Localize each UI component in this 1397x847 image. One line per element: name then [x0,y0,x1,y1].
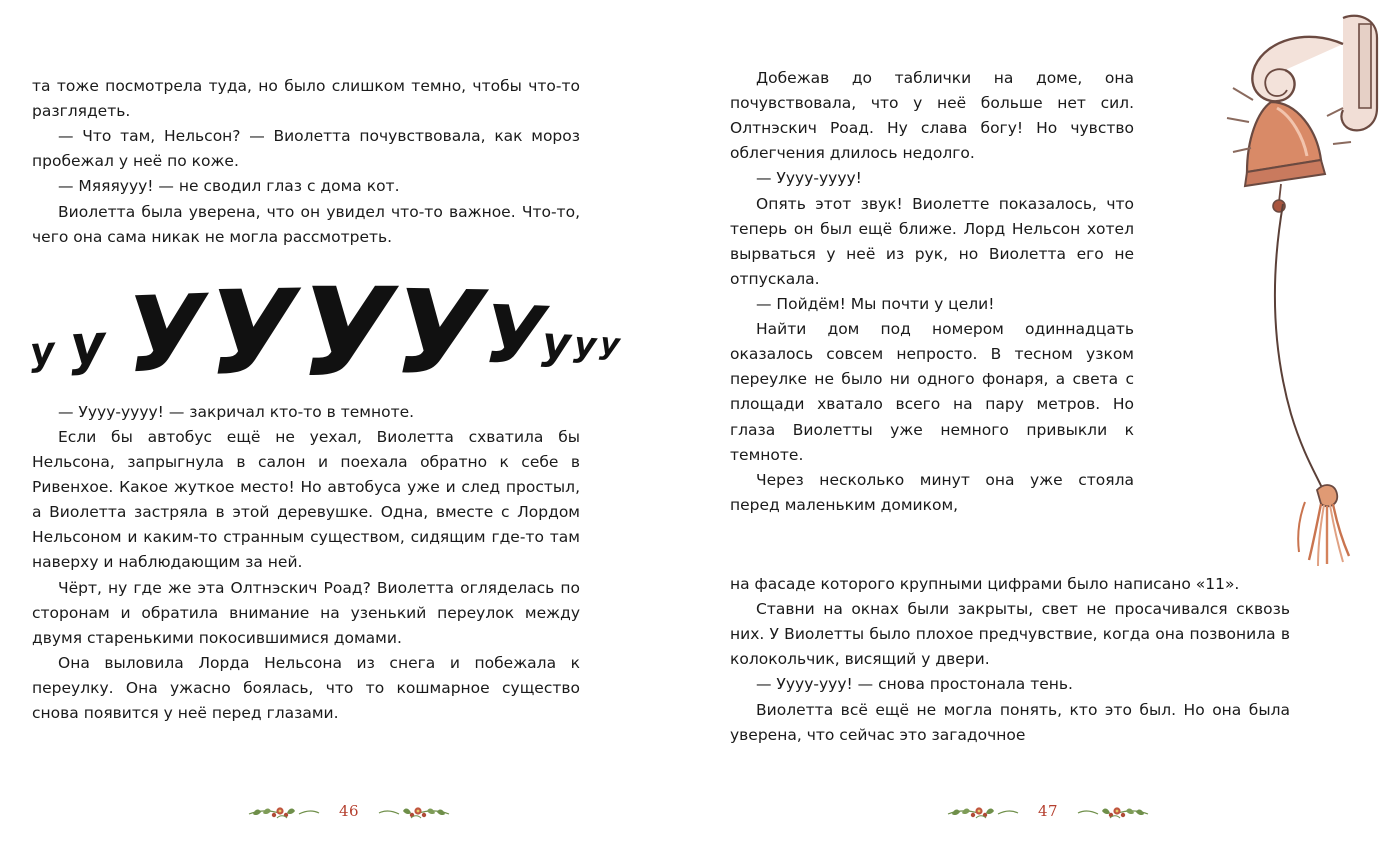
paragraph: Ставни на окнах были закрыты, свет не просачивался сквозь них. У Виолетты было плохое предчувствие, когда она позвонила в колокольчик, висящий у двери. [730,600,1290,669]
scream-letter: у [540,317,573,370]
paragraph: Чёрт, ну где же эта Олтнэскич Роад? Виолетта огляделась по сторонам и обратила внимание на узенький переулок между двумя старенькими покосившимися домами. [32,578,580,647]
paragraph: — Пойдём! Мы почти у цели! [756,294,995,313]
paragraph: — Мяяяууу! — не сводил глаз с дома кот. [58,177,400,196]
left-page-text-column [28,74,622,726]
paragraph: Виолетта была уверена, что он увидел что-то важное. Что-то, чего она сама никак не могла рассмотреть. [32,202,580,246]
scream-letter: У [123,271,209,397]
page-number: 46 [338,802,360,820]
ornament-left-icon [946,801,1020,821]
paragraph: Найти дом под номером одиннадцать оказалось совсем непросто. В тесном узком переулке не было ни одного фонаря, а света с площади хватало всего на пару метров. Но глаза Виолетты уже немного привыкли к темноте. [730,320,1134,464]
paragraph: та тоже посмотрела туда, но было слишком темно, чтобы что-то разглядеть. [32,77,580,121]
right-page-text-column-narrow [730,66,1134,518]
scream-letter: у [598,325,622,363]
left-page [0,0,698,847]
scream-letter: у [28,327,57,374]
paragraph: Опять этот звук! Виолетте показалось, что теперь он был ещё ближе. Лорд Нельсон хотел вырваться у неё из рук, но Виолетта его не отпускала. [730,194,1134,288]
scream-letter: У [300,261,395,404]
paragraph: — Уууу-уууу! — закричал кто-то в темноте. [58,402,415,421]
scream-letter: У [482,287,548,383]
paragraph: — Уууу-ууу! — снова простонала тень. [756,675,1073,694]
paragraph: Она выловила Лорда Нельсона из снега и побежала к переулку. Она ужасно боялась, что то кошмарное существо снова появится у неё перед глазами. [32,653,580,723]
ornament-left-icon [247,801,321,821]
right-page [699,0,1397,847]
left-page-footer [0,801,698,821]
scream-letter: у [572,324,598,366]
paragraph: — Что там, Нельсон? — Виолетта почувствовала, как мороз пробежал у неё по коже. [32,127,580,171]
paragraph: Через несколько минут она уже стояла перед маленьким домиком, [730,470,1134,514]
page-number: 47 [1037,802,1059,820]
ornament-right-icon [377,801,451,821]
right-page-footer [699,801,1397,821]
scream-lettering-illustration [22,261,622,404]
paragraph: на фасаде которого крупными цифрами было написано «11». [730,575,1240,593]
paragraph: — Уууу-уууу! [756,169,862,188]
ornament-right-icon [1076,801,1150,821]
right-page-text-column-wide [730,572,1290,748]
paragraph: Виолетта всё ещё не могла понять, кто это был. Но она была уверена, что сейчас это загадочное [730,700,1290,744]
scream-letter: У [206,264,299,402]
paragraph: Добежав до таблички на доме, она почувствовала, что у неё больше нет сил. Олтнэскич Роад. Ну слава богу! Но чувство облегчения длилось недолго. [730,69,1134,163]
paragraph: Если бы автобус ещё не уехал, Виолетта схватила бы Нельсона, запрыгнула в салон и поехала обратно к себе в Ривенхое. Какое жуткое место! Но автобуса уже и след простыл, а Виолетта застряла в этой деревушке. Одна, вместе с Лордом Нельсоном и каким-то странным существом, сидящим где-то там наверху и наблюдающим за ней. [32,427,580,572]
scream-letter: у [68,311,107,377]
hanging-bell-illustration [1121,4,1391,624]
scream-letter: У [392,264,485,402]
